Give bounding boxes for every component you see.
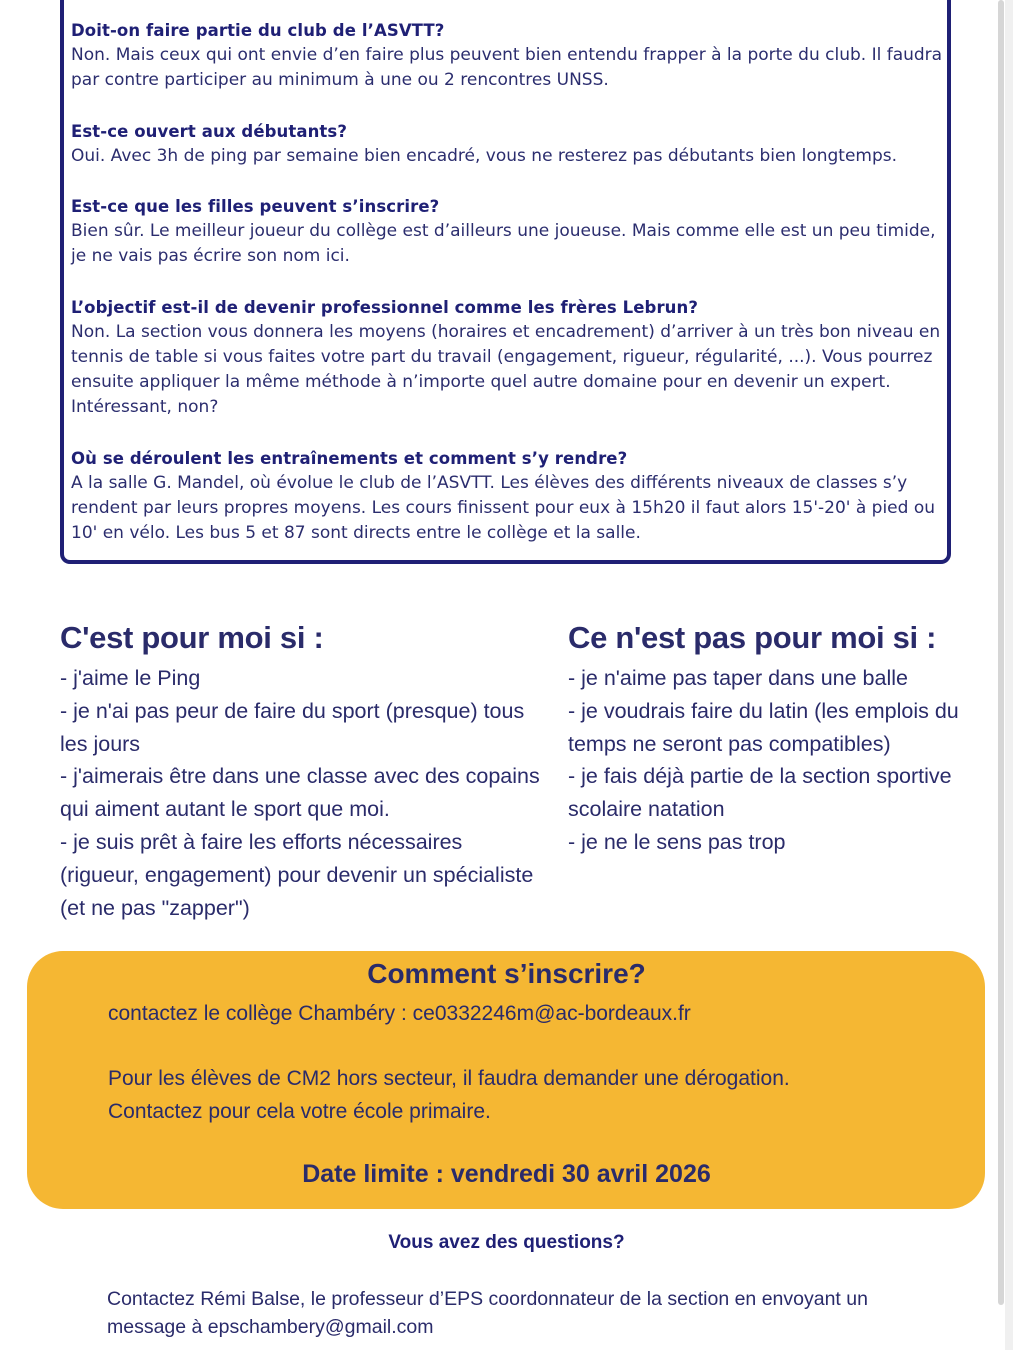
faq-question: Où se déroulent les entraînements et comment s’y rendre? — [71, 448, 628, 468]
not-for-me-item: - je voudrais faire du latin (les emplois du temps ne seront pas compatibles) — [568, 698, 959, 756]
faq-item — [71, 446, 946, 547]
faq-item — [71, 119, 946, 169]
not-for-me-item: - je n'aime pas taper dans une balle — [568, 666, 908, 690]
for-me-item: - j'aime le Ping — [60, 666, 201, 690]
faq-question: Est-ce ouvert aux débutants? — [71, 121, 348, 141]
registration-deadline: Date limite : vendredi 30 avril 2026 — [302, 1160, 711, 1188]
questions-heading: Vous avez des questions? — [388, 1232, 625, 1253]
not-for-me-item: - je fais déjà partie de la section sportive scolaire natation — [568, 764, 952, 822]
for-me-title: C'est pour moi si : — [60, 620, 324, 655]
not-for-me-item: - je ne le sens pas trop — [568, 829, 786, 854]
faq-answer: Non. Mais ceux qui ont envie d’en faire plus peuvent bien entendu frapper à la porte du club. Il faudra par contre participer au minimum à une ou 2 rencontres UNSS. — [71, 45, 943, 91]
faq-answer: Non. La section vous donnera les moyens (horaires et encadrement) d’arriver à un très bon niveau en tennis de table si vous faites votre part du travail (engagement, rigueur, régularité, ...). Vous pourrez ensuite appliquer la même méthode à n’importe quel autre domaine pour en devenir un expert. Intéressant, non? — [71, 321, 941, 418]
not-for-me-title: Ce n'est pas pour moi si : — [568, 620, 937, 655]
not-for-me-column — [568, 620, 968, 859]
faq-question: Doit-on faire partie du club de l’ASVTT? — [71, 21, 445, 40]
registration-cm2-line-2: Contactez pour cela votre école primaire. — [108, 1100, 491, 1123]
for-me-column — [60, 620, 540, 924]
faq-item — [71, 295, 946, 421]
for-me-item: - j'aimerais être dans une classe avec des copains qui aiment autant le sport que moi. — [60, 764, 540, 822]
for-me-item: - je n'ai pas peur de faire du sport (presque) tous les jours — [60, 698, 525, 756]
faq-item — [71, 18, 946, 94]
faq-item — [71, 194, 946, 270]
faq-question: Est-ce que les filles peuvent s’inscrire? — [71, 197, 440, 217]
faq-list — [71, 18, 946, 571]
contact-text: Contactez Rémi Balse, le professeur d’EPS coordonnateur de la section en envoyant un message à epschambery@gmail.com — [107, 1288, 868, 1338]
for-me-item: - je suis prêt à faire les efforts nécessaires (rigueur, engagement) pour devenir un spécialiste (et ne pas "zapper") — [60, 829, 534, 920]
faq-answer: Bien sûr. Le meilleur joueur du collège est d’ailleurs une joueuse. Mais comme elle est un peu timide, je ne vais pas écrire son nom ici. — [71, 221, 936, 267]
registration-cm2-line-1: Pour les élèves de CM2 hors secteur, il faudra demander une dérogation. — [108, 1067, 790, 1090]
scrollbar[interactable] — [998, 0, 1004, 1305]
faq-answer: A la salle G. Mandel, où évolue le club de l’ASVTT. Les élèves des différents niveaux de classes s’y rendent par leurs propres moyens. Les cours finissent pour eux à 15h20 il faut alors 15'-20' à pied ou 10' en vélo. Les bus 5 et 87 sont directs entre le collège et la salle. — [71, 472, 936, 544]
registration-contact: contactez le collège Chambéry : ce0332246m@ac-bordeaux.fr — [108, 1002, 691, 1025]
faq-question: L’objectif est-il de devenir professionnel comme les frères Lebrun? — [71, 297, 699, 317]
registration-title: Comment s’inscrire? — [367, 958, 646, 989]
faq-answer: Oui. Avec 3h de ping par semaine bien encadré, vous ne resterez pas débutants bien longtemps. — [71, 145, 898, 166]
page-edge — [1005, 0, 1013, 1350]
